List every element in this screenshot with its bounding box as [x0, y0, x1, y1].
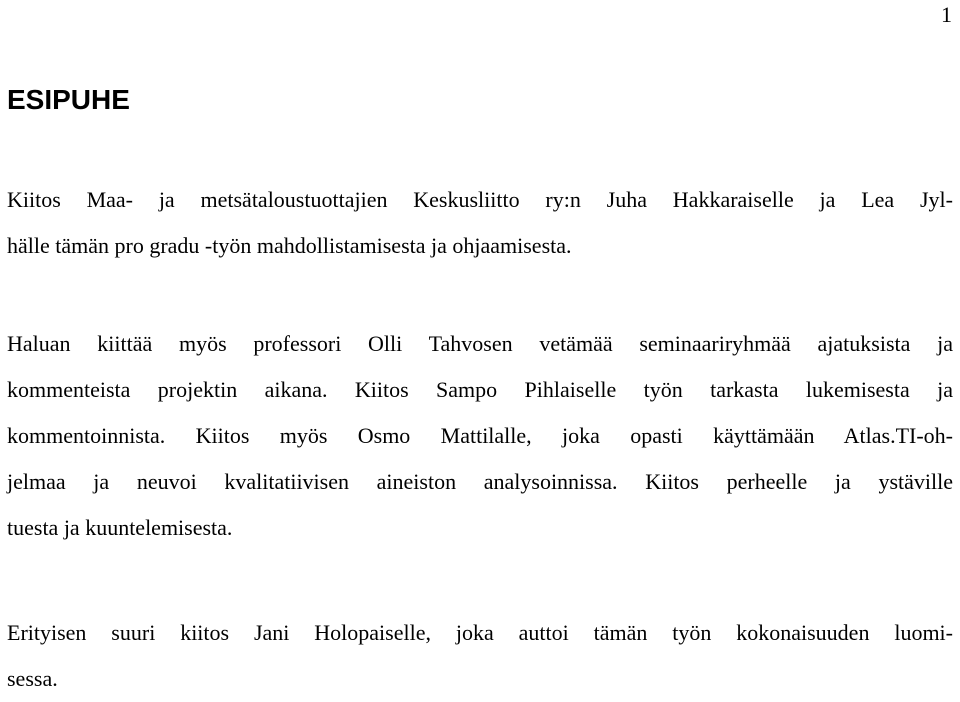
paragraph-line: jelmaa ja neuvoi kvalitatiivisen aineiston analysoinnissa. Kiitos perheelle ja ystäville: [7, 469, 953, 494]
section-heading: ESIPUHE: [7, 84, 130, 115]
paragraph-line: Erityisen suuri kiitos Jani Holopaiselle, joka auttoi tämän työn kokonaisuuden luomi-: [7, 620, 953, 645]
paragraph-line: Haluan kiittää myös professori Olli Tahvosen vetämää seminaariryhmää ajatuksista ja: [7, 331, 953, 356]
paragraph-line: hälle tämän pro gradu -työn mahdollistamisesta ja ohjaamisesta.: [7, 233, 572, 258]
paragraph-line: Kiitos Maa- ja metsätaloustuottajien Keskusliitto ry:n Juha Hakkaraiselle ja Lea Jyl-: [7, 187, 953, 212]
paragraph-acknowledgement-1: [7, 177, 953, 269]
paragraph-line: sessa.: [7, 666, 58, 691]
paragraph-line: tuesta ja kuuntelemisesta.: [7, 515, 233, 540]
paragraph-acknowledgement-3: [7, 610, 953, 702]
paragraph-line: kommenteista projektin aikana. Kiitos Sampo Pihlaiselle työn tarkasta lukemisesta ja: [7, 377, 953, 402]
paragraph-acknowledgement-2: [7, 321, 953, 551]
page-number: 1: [941, 2, 952, 27]
paragraph-line: kommentoinnista. Kiitos myös Osmo Mattilalle, joka opasti käyttämään Atlas.TI-oh-: [7, 423, 953, 448]
